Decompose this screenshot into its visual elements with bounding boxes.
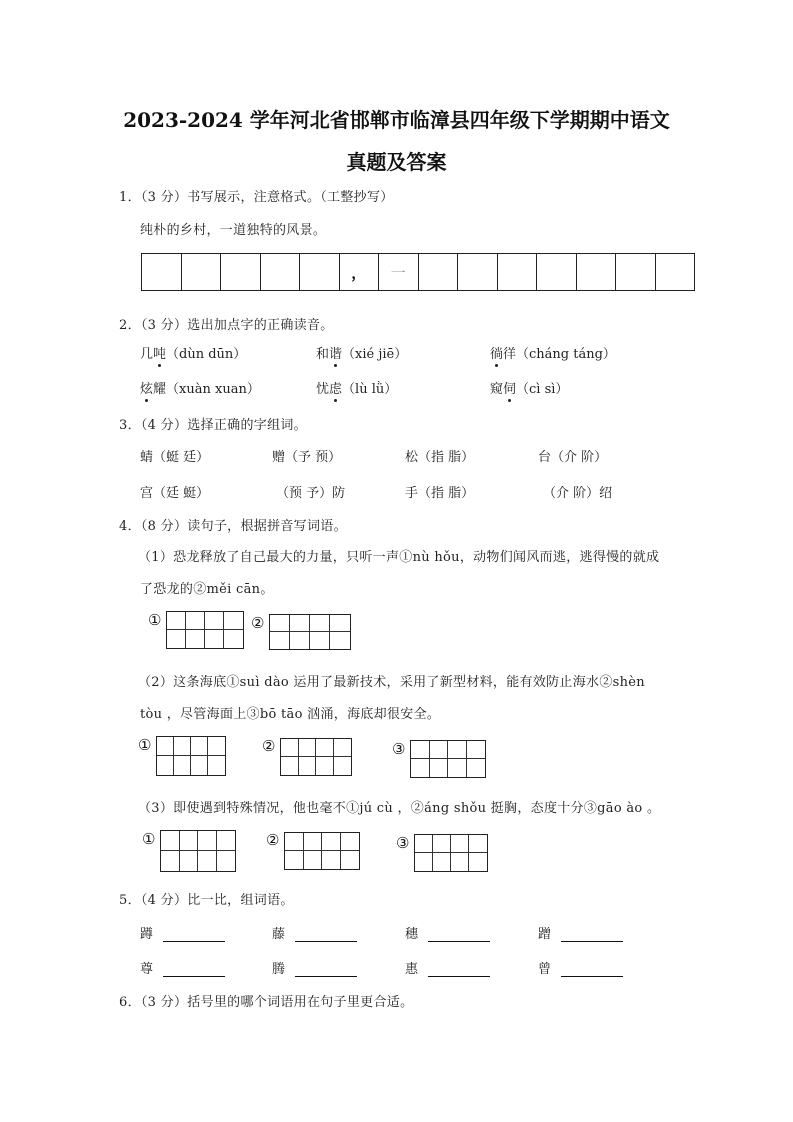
question-1-sentence: 纯朴的乡村，一道独特的风景。 bbox=[140, 223, 327, 238]
answer-blank[interactable] bbox=[428, 927, 490, 942]
question-2-header: 2．（3 分）选出加点字的正确读音。 bbox=[119, 318, 334, 333]
grid-cell[interactable] bbox=[458, 254, 498, 290]
pinyin-item: 徜徉（cháng táng） bbox=[490, 343, 616, 362]
pinyin-item: 窥伺（cì sì） bbox=[490, 378, 568, 397]
grid-cell[interactable] bbox=[577, 254, 617, 290]
answer-blank[interactable] bbox=[295, 962, 357, 977]
answer-box[interactable] bbox=[160, 830, 236, 872]
question-1-header: 1．（3 分）书写展示，注意格式。（工整抄写） bbox=[119, 190, 394, 205]
answer-label: ① bbox=[148, 611, 162, 629]
question-4-header: 4．（8 分）读句子，根据拼音写词语。 bbox=[119, 519, 347, 534]
compare-item: 蹲 bbox=[140, 923, 225, 942]
answer-box[interactable] bbox=[166, 611, 244, 649]
answer-label: ① bbox=[138, 736, 152, 754]
word-choice-item: 手（指 脂） bbox=[405, 486, 475, 501]
answer-box[interactable] bbox=[156, 736, 226, 776]
word-choice-item: 松（指 脂） bbox=[405, 450, 475, 465]
grid-cell[interactable] bbox=[656, 254, 695, 290]
grid-cell[interactable] bbox=[182, 254, 222, 290]
doc-title-line1: 2023-2024 学年河北省邯郸市临漳县四年级下学期期中语文 bbox=[123, 108, 670, 132]
word-choice-item: 蜻（蜓 廷） bbox=[140, 450, 210, 465]
question-3-header: 3．（4 分）选择正确的字组词。 bbox=[119, 418, 307, 433]
answer-blank[interactable] bbox=[163, 962, 225, 977]
answer-label: ① bbox=[142, 830, 156, 848]
answer-box[interactable] bbox=[284, 832, 360, 870]
answer-blank[interactable] bbox=[561, 962, 623, 977]
word-choice-item: （介 阶）绍 bbox=[543, 486, 613, 501]
answer-box[interactable] bbox=[414, 834, 488, 872]
q4-part1-line1: （1）恐龙释放了自己最大的力量，只听一声①nù hǒu，动物们闻风而逃，逃得慢的就成 bbox=[138, 550, 660, 565]
pinyin-item: 忧虑（lù lǜ） bbox=[316, 378, 397, 397]
q4-part2-line2: tòu ，尽管海面上③bō tāo 汹涌，海底却很安全。 bbox=[140, 707, 441, 722]
answer-blank[interactable] bbox=[163, 927, 225, 942]
answer-box[interactable] bbox=[280, 738, 352, 776]
answer-blank[interactable] bbox=[428, 962, 490, 977]
grid-cell[interactable] bbox=[142, 254, 182, 290]
question-6-header: 6．（3 分）括号里的哪个词语用在句子里更合适。 bbox=[119, 995, 414, 1010]
question-5-header: 5．（4 分）比一比，组词语。 bbox=[119, 893, 294, 908]
grid-cell[interactable] bbox=[261, 254, 301, 290]
answer-label: ③ bbox=[392, 740, 406, 758]
answer-label: ② bbox=[251, 614, 265, 632]
writing-grid[interactable] bbox=[141, 253, 695, 291]
answer-box[interactable] bbox=[410, 740, 486, 778]
compare-item: 曾 bbox=[538, 958, 623, 977]
pinyin-item: 和谐（xié jiē） bbox=[316, 343, 407, 362]
answer-label: ② bbox=[262, 737, 276, 755]
word-choice-item: 赠（予 预） bbox=[272, 450, 342, 465]
answer-label: ② bbox=[266, 831, 280, 849]
grid-cell[interactable] bbox=[616, 254, 656, 290]
grid-cell[interactable]: 一 bbox=[379, 254, 419, 290]
grid-cell[interactable] bbox=[300, 254, 340, 290]
grid-cell[interactable]: ， bbox=[340, 254, 380, 290]
grid-cell[interactable] bbox=[537, 254, 577, 290]
answer-label: ③ bbox=[396, 834, 410, 852]
q4-part2-line1: （2）这条海底①suì dào 运用了最新技术，采用了新型材料，能有效防止海水②shèn bbox=[138, 675, 645, 690]
pinyin-item: 炫耀（xuàn xuan） bbox=[140, 378, 260, 397]
answer-box[interactable] bbox=[269, 614, 351, 650]
grid-cell[interactable] bbox=[221, 254, 261, 290]
answer-blank[interactable] bbox=[561, 927, 623, 942]
compare-item: 穗 bbox=[405, 923, 490, 942]
word-choice-item: （预 予）防 bbox=[276, 486, 346, 501]
grid-cell[interactable] bbox=[498, 254, 538, 290]
compare-item: 藤 bbox=[272, 923, 357, 942]
compare-item: 尊 bbox=[140, 958, 225, 977]
q4-part1-line2: 了恐龙的②měi cān。 bbox=[140, 582, 274, 597]
compare-item: 蹭 bbox=[538, 923, 623, 942]
grid-cell[interactable] bbox=[419, 254, 459, 290]
doc-title-line2: 真题及答案 bbox=[346, 150, 447, 174]
pinyin-item: 几吨（dùn dūn） bbox=[140, 343, 246, 362]
compare-item: 惠 bbox=[405, 958, 490, 977]
q4-part3-line1: （3）即使遇到特殊情况，他也毫不①jú cù ，②áng shǒu 挺胸，态度十分③gāo ào 。 bbox=[138, 801, 661, 816]
word-choice-item: 台（介 阶） bbox=[538, 450, 608, 465]
answer-blank[interactable] bbox=[295, 927, 357, 942]
word-choice-item: 宫（廷 蜓） bbox=[140, 486, 210, 501]
compare-item: 腾 bbox=[272, 958, 357, 977]
